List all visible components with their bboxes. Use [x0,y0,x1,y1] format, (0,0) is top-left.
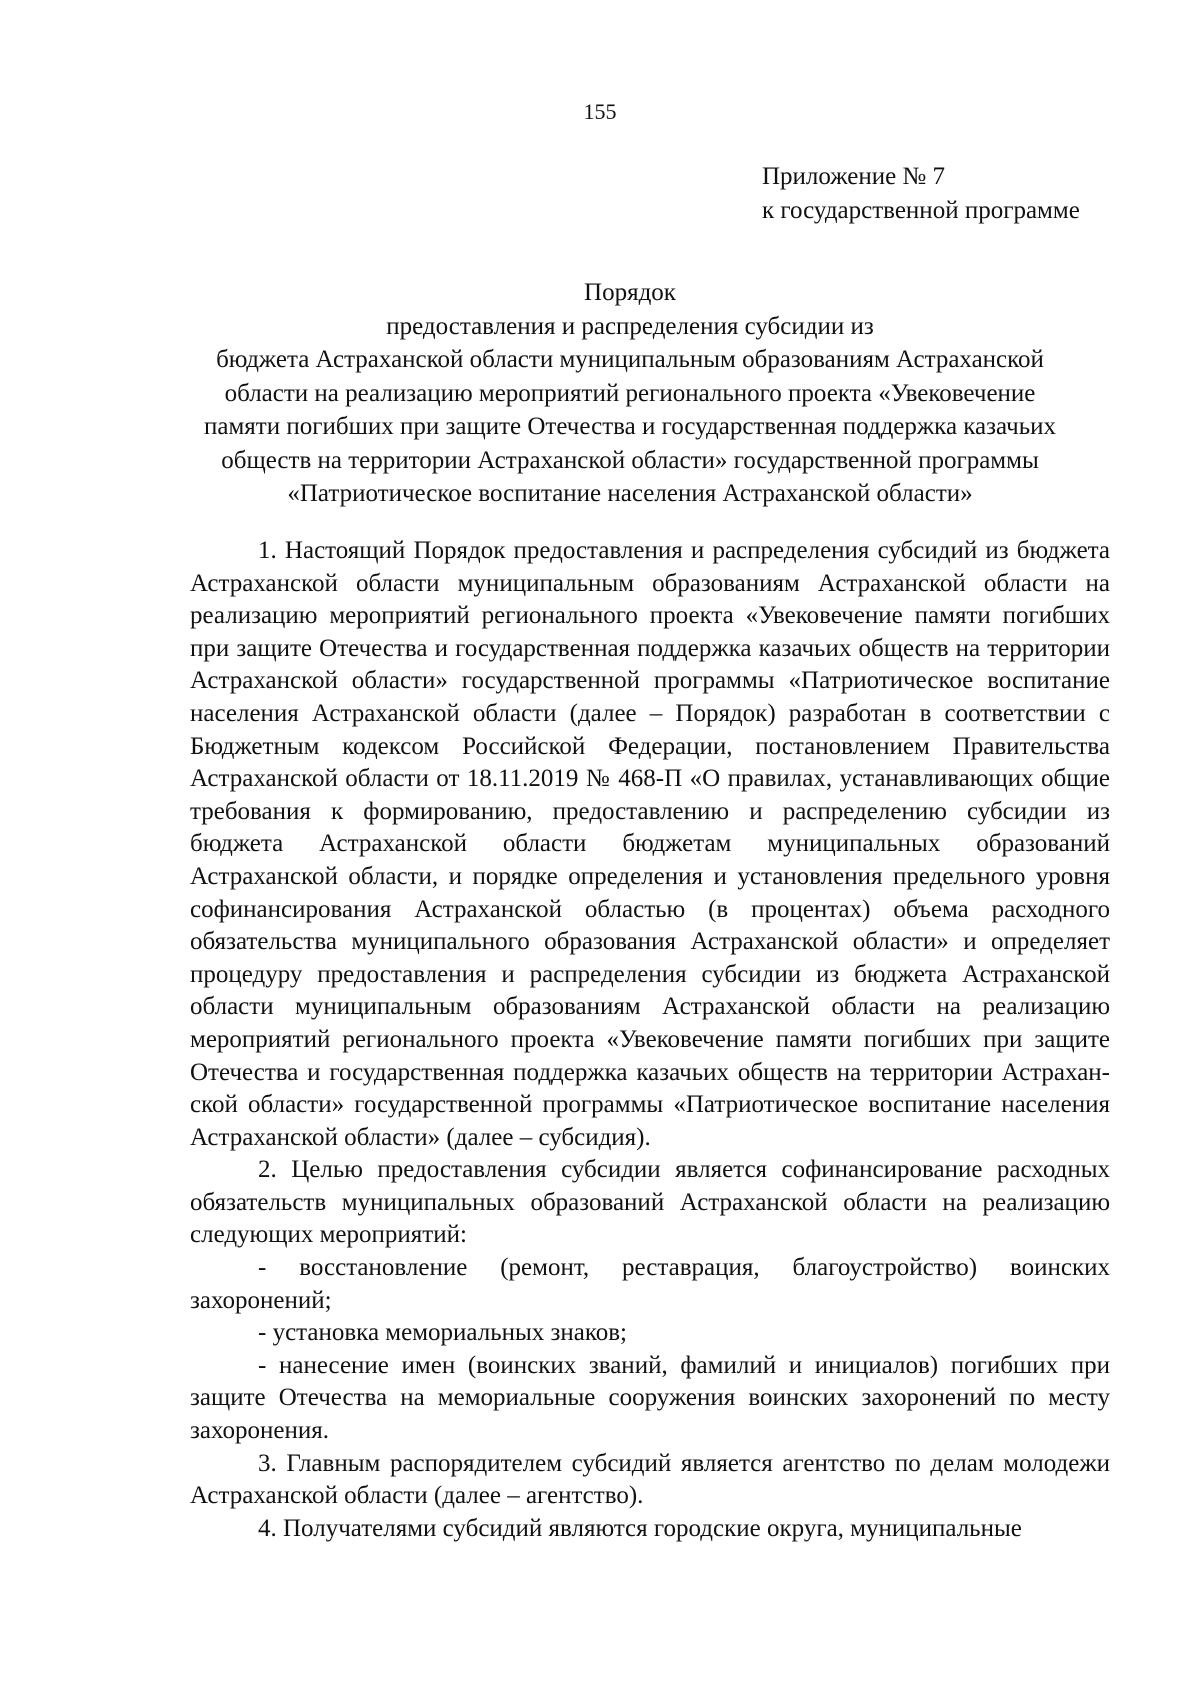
title-line: предоставления и распределения субсидии из [386,312,874,340]
list-item: - восстановление (ремонт, реставрация, благоустройство) воинских захоронений; [190,1254,1110,1314]
appendix-reference: к государственной программе [762,197,1080,224]
title-line: Порядок [584,279,676,306]
paragraph-4: 4. Получателями субсидий являются городские округа, муниципальные [258,1514,1022,1542]
page-number: 155 [583,99,617,124]
document-title [150,276,1110,511]
title-line: памяти погибших при защите Отечества и государственная поддержка казачьих [204,413,1056,440]
appendix-header [762,160,1142,228]
title-line: бюджета Астраханской области муниципальным образованиям Астраханской [216,346,1044,373]
document-body [190,535,1110,1545]
paragraph-3: 3. Главным распорядителем субсидий является агентство по делам молодежи Астраханской области (далее – агентство). [190,1449,1110,1510]
title-line: обществ на территории Астраханской области» государственной программы [221,446,1039,474]
list-item: - установка мемориальных знаков; [258,1319,628,1347]
title-line: «Патриотическое воспитание населения Астраханской области» [287,480,973,507]
paragraph-2: 2. Целью предоставления субсидии является софинансирование расходных обязательств муниципальных образований Астраханской области на реализацию следующих мероприятий: [190,1156,1110,1249]
appendix-number: Приложение № 7 [762,163,946,190]
paragraph-1: 1. Настоящий Порядок предоставления и распределения субсидий из бюджета Астраханской области муниципальным образованиям Астраханской области на реализацию мероприятий регионального проекта «Увековечение памяти погибших при защите Отечества и государственная поддержка казачьих обществ на территории Астраханской области» государственной программы «Патриотическое воспитание населения Астраханской области (далее – Порядок) разработан в соответствии с Бюджетным кодексом Российской Федерации, постановлением Правительства Астраханской области от 18.11.2019 № 468-П «О правилах, устанавливающих общие требования к формированию, предоставлению и распределению субсидии из бюджета Астраханской области бюджетам муниципальных образований Астраханской области, и порядке определения и установления предельного уровня софинансирования Астраханской областью (в процентах) объема расходного обязательства муниципального образования Астраханской области» и определяет процедуру предоставления и распределения субсидии из бюджета Астраханской области муниципальным образованиям Астраханской области на реализацию мероприятий регионального проекта «Увековечение памяти погибших при защите Отечества и государственная поддержка казачьих обществ на территории Астраханской области» государственной программы «Патриотическое воспитание населения Астраханской области» (далее – субсидия). [190,537,1110,1151]
list-item: - нанесение имен (воинских званий, фамилий и инициалов) погибших при защите Отечества на мемориальные сооружения воинских захоронений по месту захоронения. [190,1351,1110,1445]
title-line: области на реализацию мероприятий регионального проекта «Увековечение [224,379,1036,407]
